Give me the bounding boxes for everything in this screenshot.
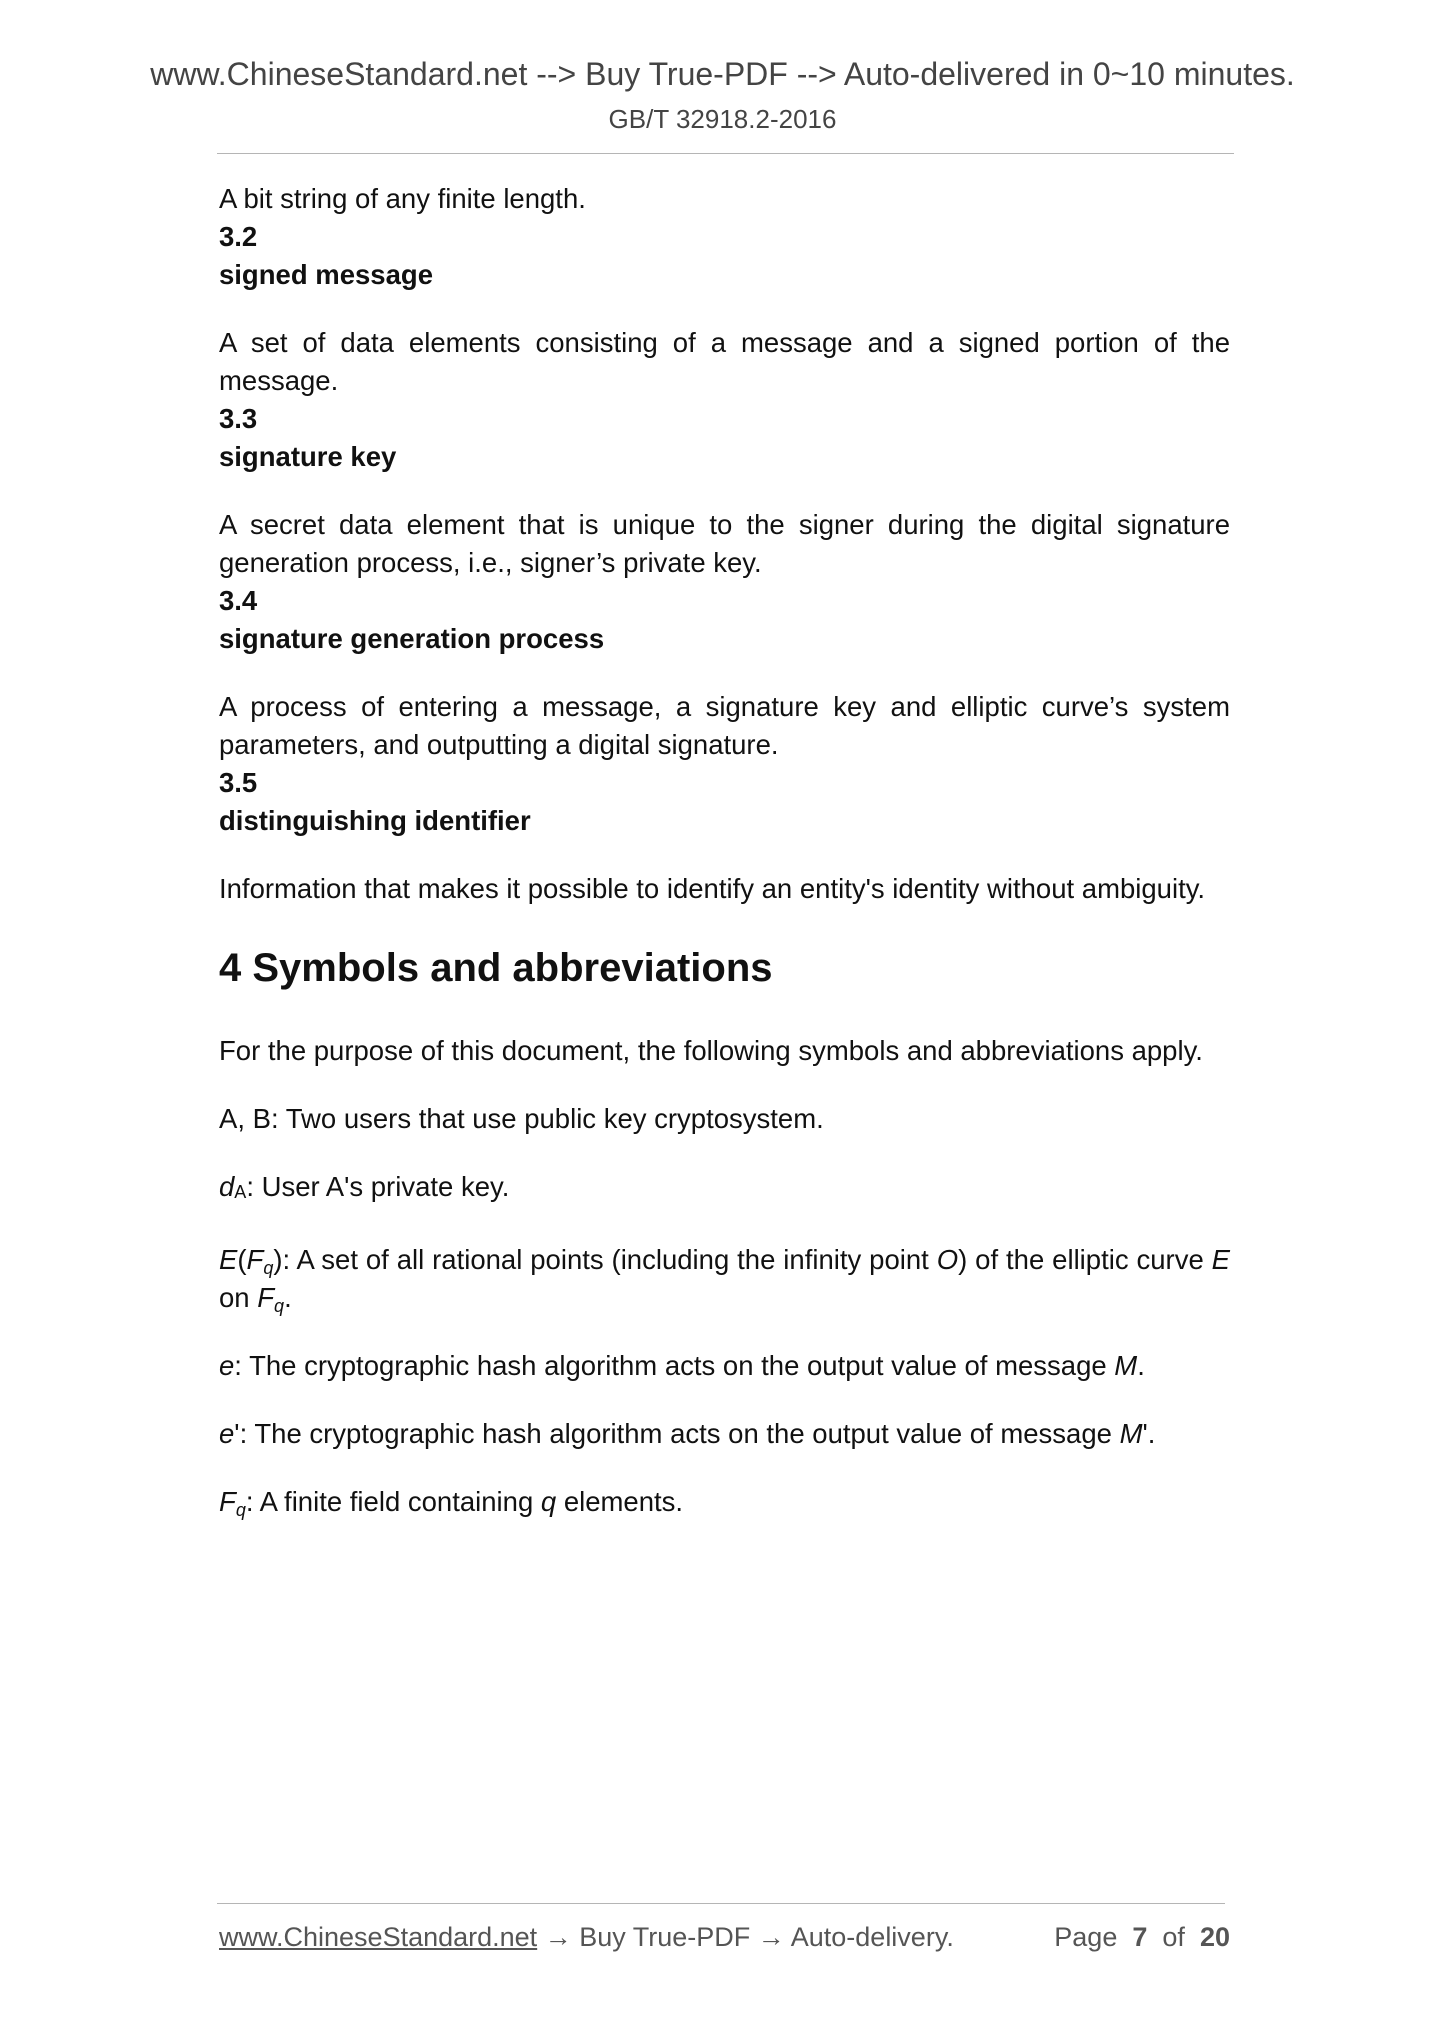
term-heading: distinguishing identifier	[219, 805, 531, 836]
intro-paragraph: A bit string of any finite length.	[219, 183, 586, 214]
clause-number: 3.3	[219, 403, 258, 434]
page-footer	[219, 1922, 1230, 1958]
clause-number: 3.5	[219, 767, 258, 798]
section-intro: For the purpose of this document, the following symbols and abbreviations apply.	[219, 1035, 1203, 1066]
total-pages: 20	[1199, 1922, 1230, 1952]
current-page: 7	[1132, 1922, 1148, 1952]
standard-number: GB/T 32918.2-2016	[608, 104, 837, 134]
term-definition: A secret data element that is unique to the signer during the digital signature generation process, i.e., signer’s private key.	[219, 509, 1230, 578]
term-definition: A set of data elements consisting of a message and a signed portion of the message.	[219, 327, 1230, 396]
symbol-entry: A, B: Two users that use public key cryptosystem.	[219, 1103, 824, 1134]
term-heading: signature generation process	[219, 623, 605, 654]
section-heading: 4 Symbols and abbreviations	[219, 946, 773, 990]
symbol-entry: $F_q$: A finite field containing q elements.	[219, 1486, 684, 1520]
footer-tagline: → Buy True-PDF → Auto-delivery.	[537, 1922, 954, 1952]
page-indicator: Page 7 of 20	[1054, 1922, 1230, 1952]
footer-divider	[217, 1903, 1225, 1904]
clause-number: 3.2	[219, 221, 258, 252]
header-banner[interactable]: www.ChineseStandard.net --> Buy True-PDF --> Auto-delivered in 0~10 minutes.	[150, 56, 1295, 92]
clause-number: 3.4	[219, 585, 258, 616]
header-divider	[217, 153, 1234, 154]
term-definition: A process of entering a message, a signature key and elliptic curve’s system parameters, and outputting a digital signature.	[219, 691, 1230, 760]
symbol-entry: e: The cryptographic hash algorithm acts on the output value of message M.	[219, 1350, 1145, 1381]
footer-link-group	[219, 1922, 954, 1953]
term-heading: signature key	[219, 441, 397, 472]
term-heading: signed message	[219, 259, 433, 290]
symbol-entry: dA: User A's private key.	[219, 1171, 510, 1202]
term-definition: Information that makes it possible to identify an entity's identity without ambiguity.	[219, 873, 1206, 904]
page-content	[219, 180, 1230, 1521]
symbol-entry: e': The cryptographic hash algorithm acts on the output value of message M'.	[219, 1418, 1156, 1449]
symbol-entry: $E(F_q)$: A set of all rational points (including the infinity point O) of the elliptic curve E on $F_q$.	[219, 1244, 1230, 1316]
footer-site-link[interactable]: www.ChineseStandard.net	[219, 1922, 538, 1952]
